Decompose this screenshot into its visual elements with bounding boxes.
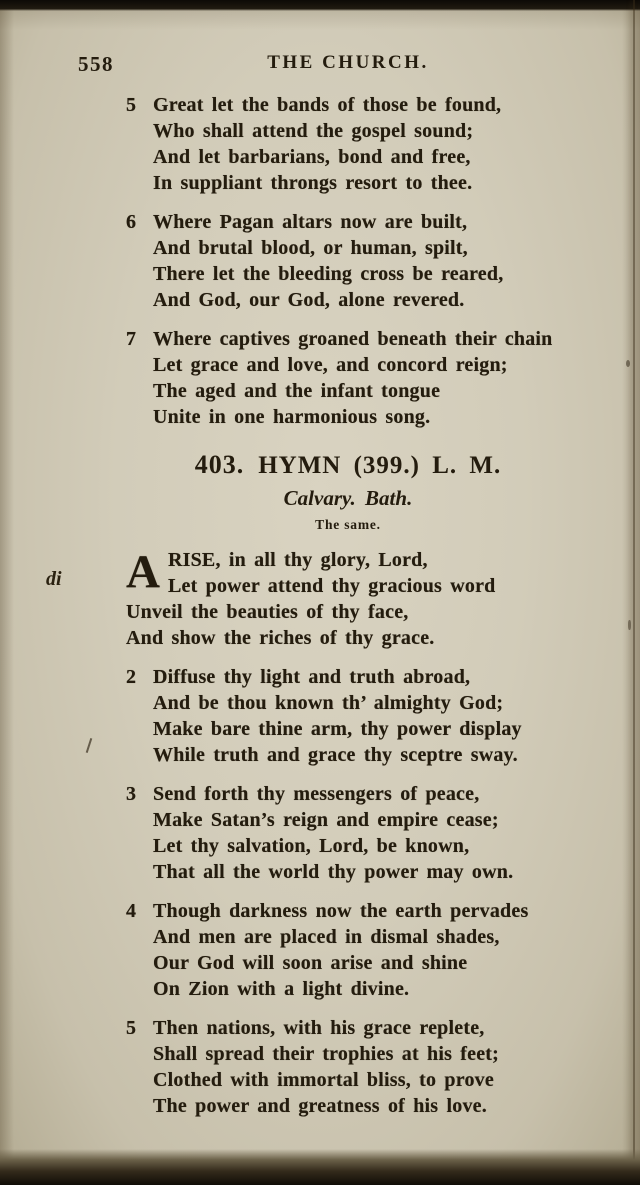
verse-line: Let power attend thy gracious word xyxy=(167,575,496,597)
verse-number: 5 xyxy=(126,1017,137,1039)
page-number: 558 xyxy=(78,52,114,76)
running-header: THE CHURCH. xyxy=(267,52,429,73)
verse xyxy=(126,664,634,768)
verse-line xyxy=(126,92,634,118)
verse-line: And be thou known th’ almighty God; xyxy=(153,692,504,714)
verse-line: Our God will soon arise and shine xyxy=(153,952,468,974)
verse-dropcap xyxy=(126,547,634,651)
verse-line: Let thy salvation, Lord, be known, xyxy=(153,835,470,857)
verse-line-text: Great let the bands of those be found, xyxy=(153,94,502,116)
verse-line: That all the world thy power may own. xyxy=(153,861,514,883)
verse-line: And men are placed in dismal shades, xyxy=(153,926,500,948)
scan-artifact xyxy=(86,738,93,753)
verse-line: In suppliant throngs resort to thee. xyxy=(153,172,473,194)
verse-line-text: Where captives groaned beneath their chain xyxy=(153,328,553,350)
verse-line xyxy=(126,209,634,235)
verse-number: 7 xyxy=(126,328,137,350)
verse-line: Unveil the beauties of thy face, xyxy=(126,601,409,623)
verse-line: Clothed with immortal bliss, to prove xyxy=(153,1069,494,1091)
verse xyxy=(126,92,634,196)
verse-line: And God, our God, alone revered. xyxy=(153,289,465,311)
verse-line: Shall spread their trophies at his feet; xyxy=(153,1043,500,1065)
drop-cap-letter: A xyxy=(126,546,160,598)
verse-number: 5 xyxy=(126,94,137,116)
verse-line xyxy=(126,1015,634,1041)
verse-line-text: Diffuse thy light and truth abroad, xyxy=(153,666,471,688)
verse-line: Make Satan’s reign and empire cease; xyxy=(153,809,499,831)
verse-line: The power and greatness of his love. xyxy=(153,1095,487,1117)
hymn-title: HYMN (399.) L. M. xyxy=(258,452,502,479)
page-edge-shadow xyxy=(633,0,635,1185)
handwritten-margin-note: di xyxy=(46,568,62,590)
verse-line: There let the bleeding cross be reared, xyxy=(153,263,504,285)
verse-line-text: Send forth thy messengers of peace, xyxy=(153,783,480,805)
verse-line-text: Though darkness now the earth pervades xyxy=(153,900,529,922)
verse-line: Unite in one harmonious song. xyxy=(153,406,431,428)
verse-line: Make bare thine arm, thy power display xyxy=(153,718,522,740)
verse-line: And show the riches of thy grace. xyxy=(126,627,435,649)
verse-number: 6 xyxy=(126,211,137,233)
verse-line: The aged and the infant tongue xyxy=(153,380,441,402)
hymn-number: 403. xyxy=(194,450,245,479)
scan-artifact xyxy=(628,620,631,630)
verse-line-text: Then nations, with his grace replete, xyxy=(153,1017,485,1039)
verse-line: RISE, in all thy glory, Lord, xyxy=(167,549,428,571)
verse-line: And let barbarians, bond and free, xyxy=(153,146,471,168)
verse xyxy=(126,898,634,1002)
verse-line xyxy=(126,326,634,352)
verse-line xyxy=(126,781,634,807)
verse xyxy=(126,209,634,313)
verse xyxy=(126,781,634,885)
hymn-tune-names: Calvary. Bath. xyxy=(283,486,413,510)
scan-artifact xyxy=(626,360,630,367)
verse-line: Let grace and love, and concord reign; xyxy=(153,354,508,376)
verse-line: Who shall attend the gospel sound; xyxy=(153,120,474,142)
verse-line: While truth and grace thy sceptre sway. xyxy=(153,744,518,766)
verse-number: 3 xyxy=(126,783,137,805)
page-content xyxy=(126,92,634,1119)
verse xyxy=(126,326,634,430)
verse-line: And brutal blood, or human, spilt, xyxy=(153,237,468,259)
hymn-meter-note: The same. xyxy=(315,517,381,532)
verse-line xyxy=(126,898,634,924)
page-bottom-edge xyxy=(0,1149,640,1185)
verse-number: 2 xyxy=(126,666,137,688)
verse-line-text: Where Pagan altars now are built, xyxy=(153,211,468,233)
page-header xyxy=(0,0,640,82)
verse-number: 4 xyxy=(126,900,137,922)
verse-line: On Zion with a light divine. xyxy=(153,978,410,1000)
verse xyxy=(126,1015,634,1119)
verse-line xyxy=(126,664,634,690)
hymn-heading xyxy=(126,450,570,480)
